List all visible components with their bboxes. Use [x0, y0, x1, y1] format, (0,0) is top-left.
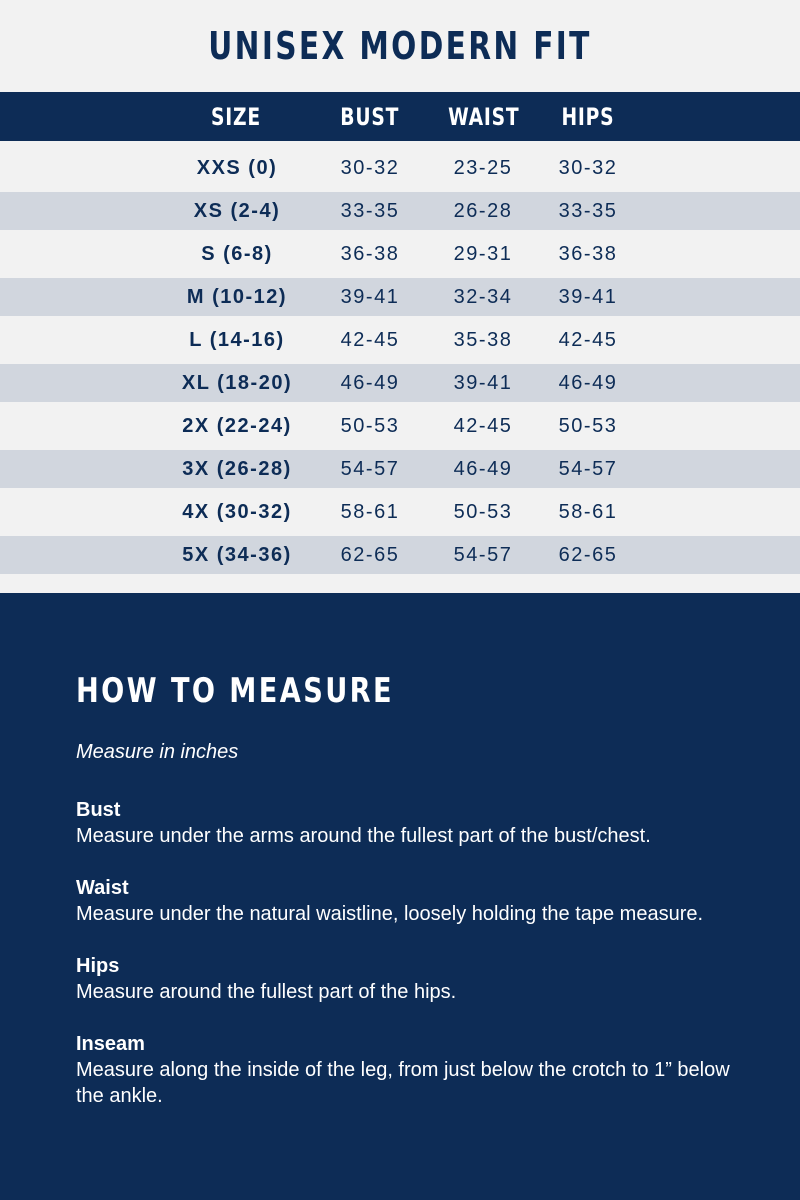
- bust-cell: 54-57: [340, 457, 400, 480]
- waist-cell: 29-31: [453, 242, 513, 265]
- size-cell: XS (2-4): [193, 199, 281, 222]
- waist-cell: 39-41: [453, 371, 513, 394]
- hips-cell: 46-49: [558, 371, 618, 394]
- bust-cell: 50-53: [340, 414, 400, 437]
- measure-item-waist: [76, 875, 766, 927]
- size-cell: 3X (26-28): [182, 457, 292, 480]
- bust-cell: 30-32: [340, 156, 400, 179]
- measure-item-name: Bust: [76, 799, 121, 821]
- bust-cell: 42-45: [340, 328, 400, 351]
- bust-cell: 33-35: [340, 199, 400, 222]
- header-hips: HIPS: [561, 102, 615, 131]
- size-cell: S (6-8): [201, 242, 273, 265]
- header-waist: WAIST: [448, 102, 520, 131]
- hips-cell: 33-35: [558, 199, 618, 222]
- table-row: [0, 407, 800, 445]
- table-row: [0, 493, 800, 531]
- hips-cell: 54-57: [558, 457, 618, 480]
- table-row: [0, 149, 800, 187]
- bust-cell: 62-65: [340, 543, 400, 566]
- waist-cell: 50-53: [453, 500, 513, 523]
- table-row: [0, 364, 800, 402]
- measure-item-desc: Measure under the arms around the fullest part of the bust/chest.: [76, 825, 651, 847]
- header-bust: BUST: [340, 102, 400, 131]
- waist-cell: 35-38: [453, 328, 513, 351]
- measure-item-desc: Measure around the fullest part of the hips.: [76, 981, 457, 1003]
- hips-cell: 42-45: [558, 328, 618, 351]
- waist-cell: 23-25: [453, 156, 513, 179]
- measure-item-desc: Measure under the natural waistline, loosely holding the tape measure.: [76, 903, 704, 925]
- waist-cell: 42-45: [453, 414, 513, 437]
- waist-cell: 54-57: [453, 543, 513, 566]
- table-row: [0, 450, 800, 488]
- how-to-measure-title: HOW TO MEASURE: [76, 671, 395, 711]
- measure-item-bust: [76, 797, 766, 849]
- waist-cell: 26-28: [453, 199, 513, 222]
- table-row: [0, 235, 800, 273]
- bust-cell: 36-38: [340, 242, 400, 265]
- measure-item-name: Hips: [76, 955, 120, 977]
- size-cell: XL (18-20): [181, 371, 293, 394]
- page-title: UNISEX MODERN FIT: [208, 24, 592, 68]
- hips-cell: 62-65: [558, 543, 618, 566]
- bust-cell: 58-61: [340, 500, 400, 523]
- size-cell: M (10-12): [186, 285, 288, 308]
- table-header: [0, 92, 800, 141]
- table-row: [0, 278, 800, 316]
- measure-item-desc: Measure along the inside of the leg, from just below the crotch to 1” below the ankle.: [76, 1059, 730, 1107]
- hips-cell: 39-41: [558, 285, 618, 308]
- table-row: [0, 321, 800, 359]
- bust-cell: 46-49: [340, 371, 400, 394]
- size-cell: XXS (0): [196, 156, 278, 179]
- table-row: [0, 536, 800, 574]
- size-cell: 4X (30-32): [182, 500, 292, 523]
- how-to-measure-section: [0, 593, 800, 1200]
- header-size: SIZE: [211, 102, 261, 131]
- table-row: [0, 192, 800, 230]
- size-cell: L (14-16): [189, 328, 285, 351]
- measure-item-name: Inseam: [76, 1033, 145, 1055]
- hips-cell: 30-32: [558, 156, 618, 179]
- waist-cell: 46-49: [453, 457, 513, 480]
- hips-cell: 36-38: [558, 242, 618, 265]
- hips-cell: 58-61: [558, 500, 618, 523]
- measure-item-inseam: [76, 1031, 736, 1109]
- units-note: Measure in inches: [76, 741, 239, 763]
- measure-item-hips: [76, 953, 766, 1005]
- hips-cell: 50-53: [558, 414, 618, 437]
- bust-cell: 39-41: [340, 285, 400, 308]
- size-cell: 2X (22-24): [182, 414, 292, 437]
- waist-cell: 32-34: [453, 285, 513, 308]
- measure-item-name: Waist: [76, 877, 129, 899]
- size-cell: 5X (34-36): [182, 543, 292, 566]
